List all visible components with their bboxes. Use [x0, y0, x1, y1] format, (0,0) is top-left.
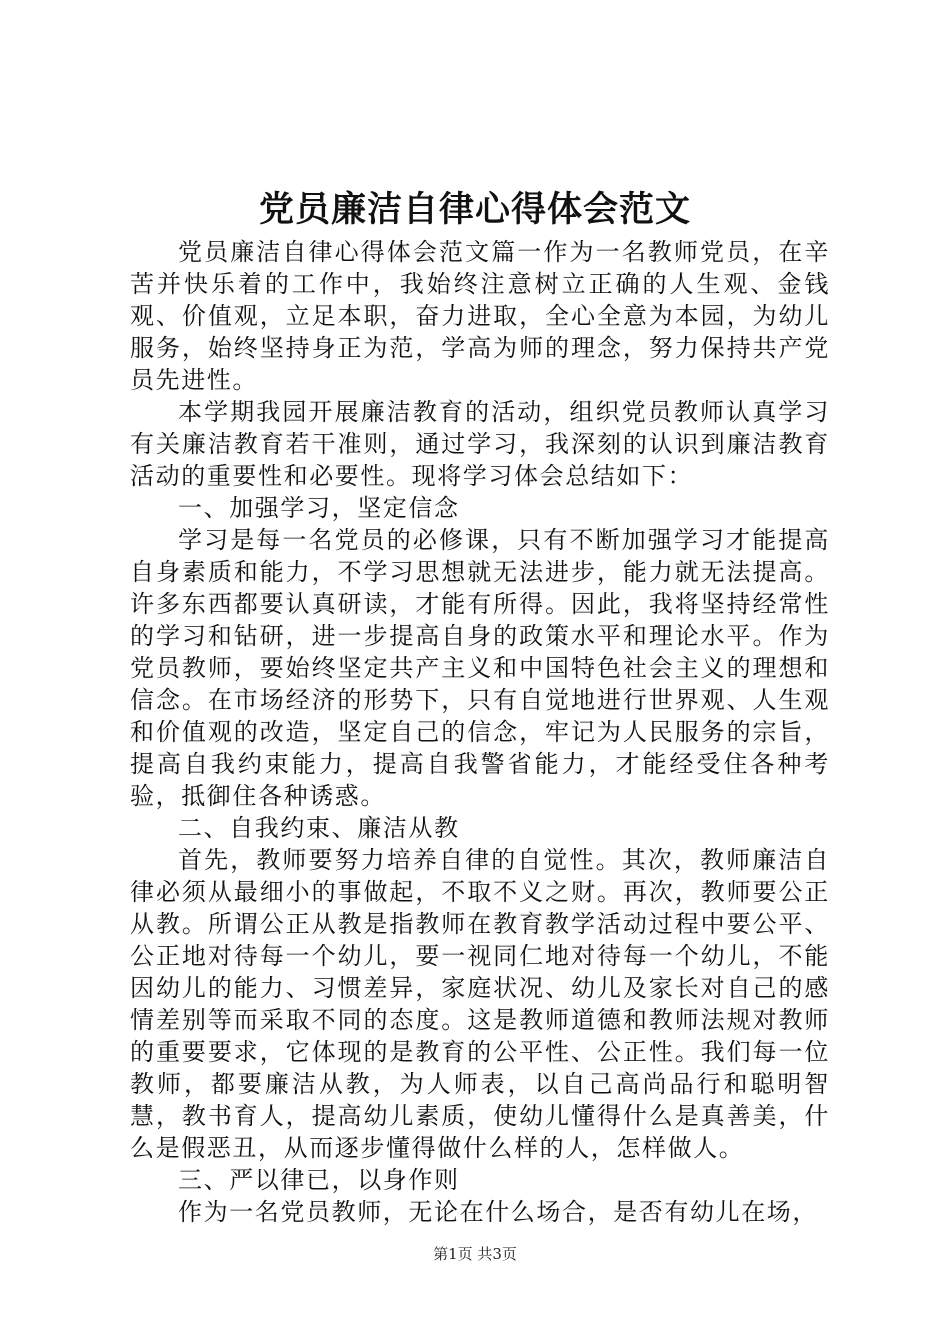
- page-footer: 第1页 共3页: [433, 1245, 517, 1263]
- paragraph: 党员廉洁自律心得体会范文篇一作为一名教师党员，在辛苦并快乐着的工作中，我始终注意树立正确的人生观、金钱观、价值观，立足本职，奋力进取，全心全意为本园，为幼儿服务，始终坚持身正为范，学高为师的理念，努力保持共产党员先进性。: [130, 238, 830, 394]
- paragraph: 本学期我园开展廉洁教育的活动，组织党员教师认真学习有关廉洁教育若干准则，通过学习，我深刻的认识到廉洁教育活动的重要性和必要性。现将学习体会总结如下：: [130, 398, 830, 490]
- paragraph: 学习是每一名党员的必修课，只有不断加强学习才能提高自身素质和能力，不学习思想就无法进步，能力就无法提高。许多东西都要认真研读，才能有所得。因此，我将坚持经常性的学习和钻研，进一步提高自身的政策水平和理论水平。作为党员教师，要始终坚定共产主义和中国特色社会主义的理想和信念。在市场经济的形势下，只有自觉地进行世界观、人生观和价值观的改造，坚定自己的信念，牢记为人民服务的宗旨，提高自我约束能力，提高自我警省能力，才能经受住各种考验，抵御住各种诱惑。: [130, 526, 830, 810]
- paragraph: 首先，教师要努力培养自律的自觉性。其次，教师廉洁自律必须从最细小的事做起，不取不义之财。再次，教师要公正从教。所谓公正从教是指教师在教育教学活动过程中要公平、公正地对待每一个幼儿，要一视同仁地对待每一个幼儿，不能因幼儿的能力、习惯差异，家庭状况、幼儿及家长对自己的感情差别等而采取不同的态度。这是教师道德和教师法规对教师的重要要求，它体现的是教育的公平性、公正性。我们每一位教师，都要廉洁从教，为人师表，以自己高尚品行和聪明智慧，教书育人，提高幼儿素质，使幼儿懂得什么是真善美，什么是假恶丑，从而逐步懂得做什么样的人，怎样做人。: [130, 846, 830, 1162]
- section-heading: 一、加强学习，坚定信念: [178, 494, 460, 522]
- section-heading: 二、自我约束、廉洁从教: [178, 814, 460, 842]
- document-body: [130, 236, 830, 1228]
- document-title: 党员廉洁自律心得体会范文: [258, 189, 691, 230]
- paragraph: 作为一名党员教师，无论在什么场合，是否有幼儿在场，: [178, 1198, 818, 1226]
- section-heading: 三、严以律已，以身作则: [178, 1166, 460, 1194]
